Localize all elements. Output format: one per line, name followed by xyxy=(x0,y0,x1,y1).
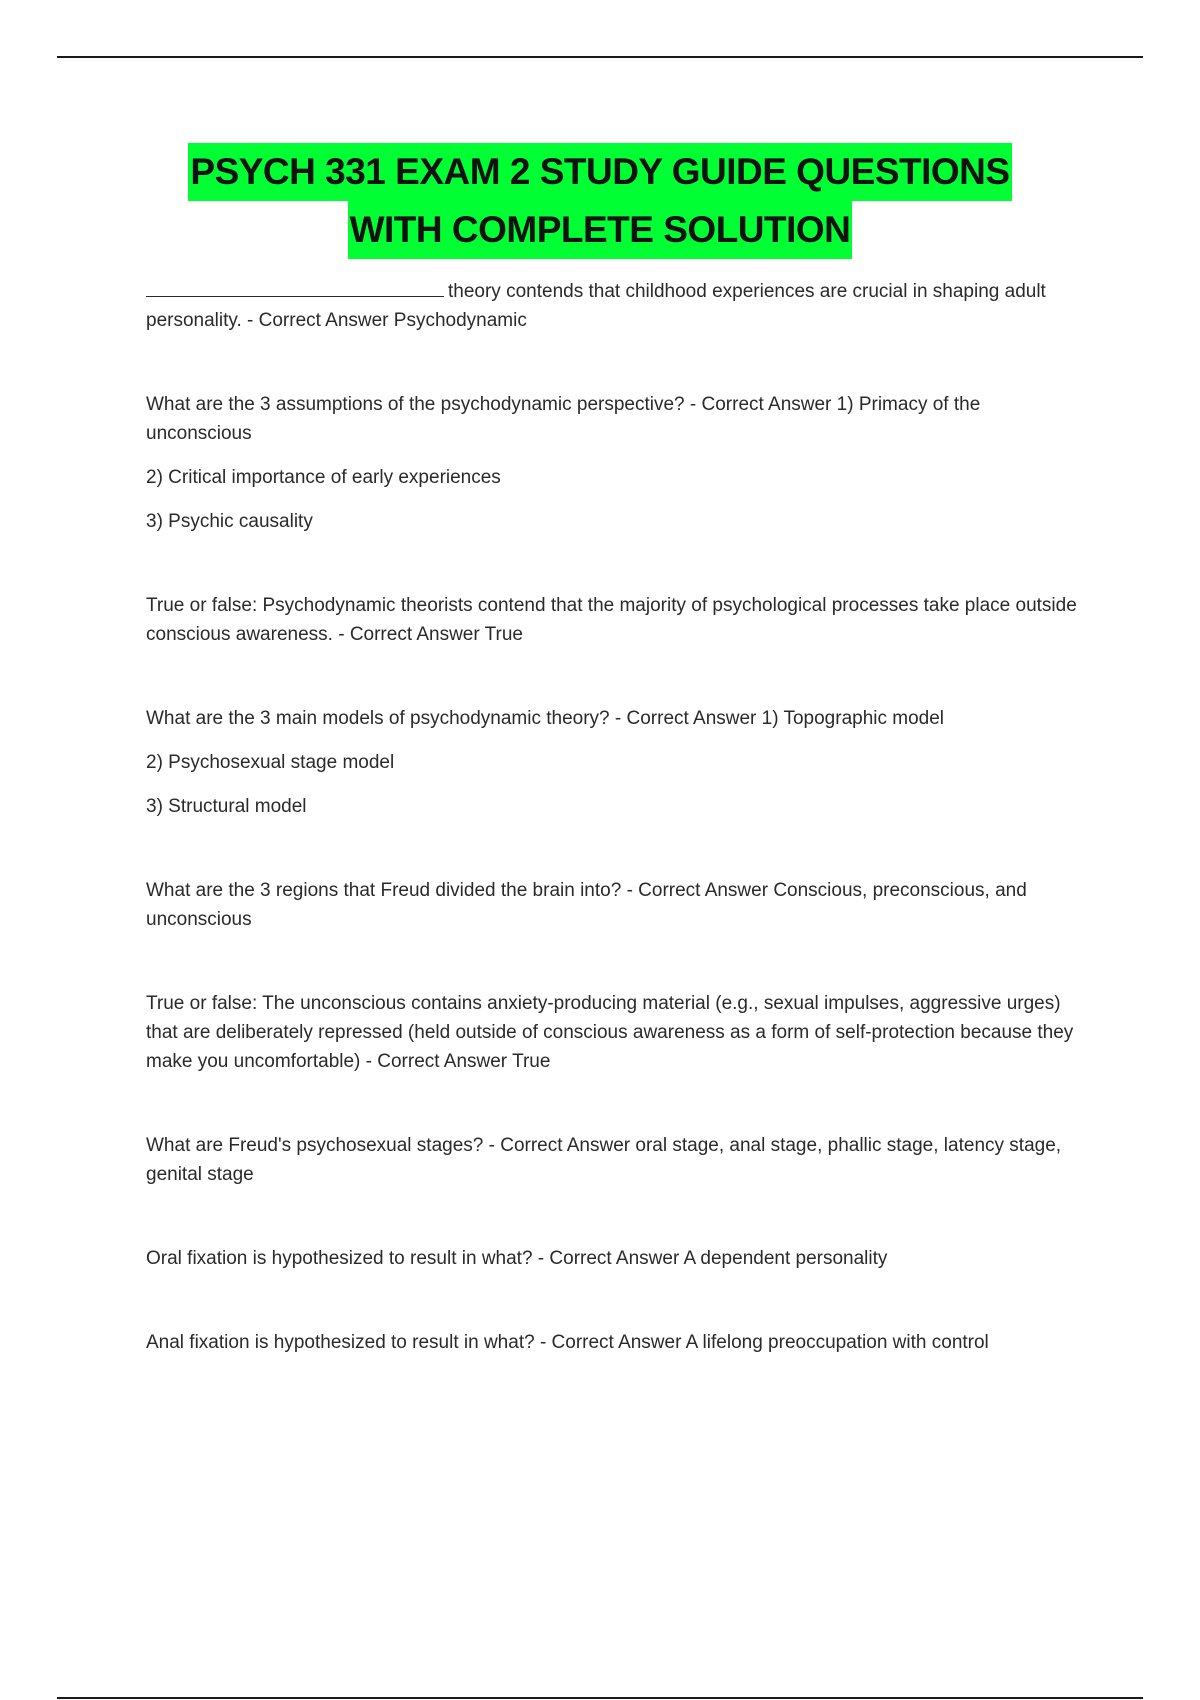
qa-item xyxy=(146,989,1086,1076)
question-text: Anal fixation is hypothesized to result in what? - Correct Answer A lifelong preoccupation with control xyxy=(146,1332,989,1353)
question-text: True or false: Psychodynamic theorists contend that the majority of psychological processes take place outside conscious awareness. - Correct Answer True xyxy=(146,595,1077,645)
qa-item xyxy=(146,876,1086,934)
page-title xyxy=(0,143,1200,259)
question-text: Oral fixation is hypothesized to result in what? - Correct Answer A dependent personality xyxy=(146,1248,888,1269)
qa-item xyxy=(146,1328,1086,1357)
answer-line: 2) Psychosexual stage model xyxy=(146,752,395,773)
qa-item xyxy=(146,277,1086,335)
qa-content xyxy=(146,277,1086,1357)
qa-item xyxy=(146,390,1086,536)
qa-item xyxy=(146,1244,1086,1273)
question-text: What are the 3 main models of psychodynamic theory? - Correct Answer 1) Topographic model xyxy=(146,708,945,729)
title-line-2: WITH COMPLETE SOLUTION xyxy=(348,201,853,259)
title-line-1: PSYCH 331 EXAM 2 STUDY GUIDE QUESTIONS xyxy=(188,143,1011,201)
question-text: What are the 3 assumptions of the psychodynamic perspective? - Correct Answer 1) Primacy of the unconscious xyxy=(146,394,981,444)
answer-line: 2) Critical importance of early experiences xyxy=(146,467,501,488)
qa-item xyxy=(146,704,1086,821)
qa-item xyxy=(146,1131,1086,1189)
question-text: What are the 3 regions that Freud divided the brain into? - Correct Answer Conscious, preconscious, and unconscious xyxy=(146,880,1027,930)
answer-line: 3) Structural model xyxy=(146,796,307,817)
qa-item xyxy=(146,591,1086,649)
question-text: theory contends that childhood experiences are crucial in shaping adult personality. - Correct Answer Psychodynamic xyxy=(146,281,1046,331)
top-rule xyxy=(57,56,1143,58)
bottom-rule xyxy=(57,1697,1143,1699)
question-text: What are Freud's psychosexual stages? - Correct Answer oral stage, anal stage, phallic stage, latency stage, genital stage xyxy=(146,1135,1062,1185)
fill-in-blank xyxy=(146,278,444,297)
answer-line: 3) Psychic causality xyxy=(146,511,313,532)
question-text: True or false: The unconscious contains anxiety-producing material (e.g., sexual impulses, aggressive urges) that are deliberately repressed (held outside of conscious awareness as a form of self-protection because they make you uncomfortable) - Correct Answer True xyxy=(146,993,1074,1072)
